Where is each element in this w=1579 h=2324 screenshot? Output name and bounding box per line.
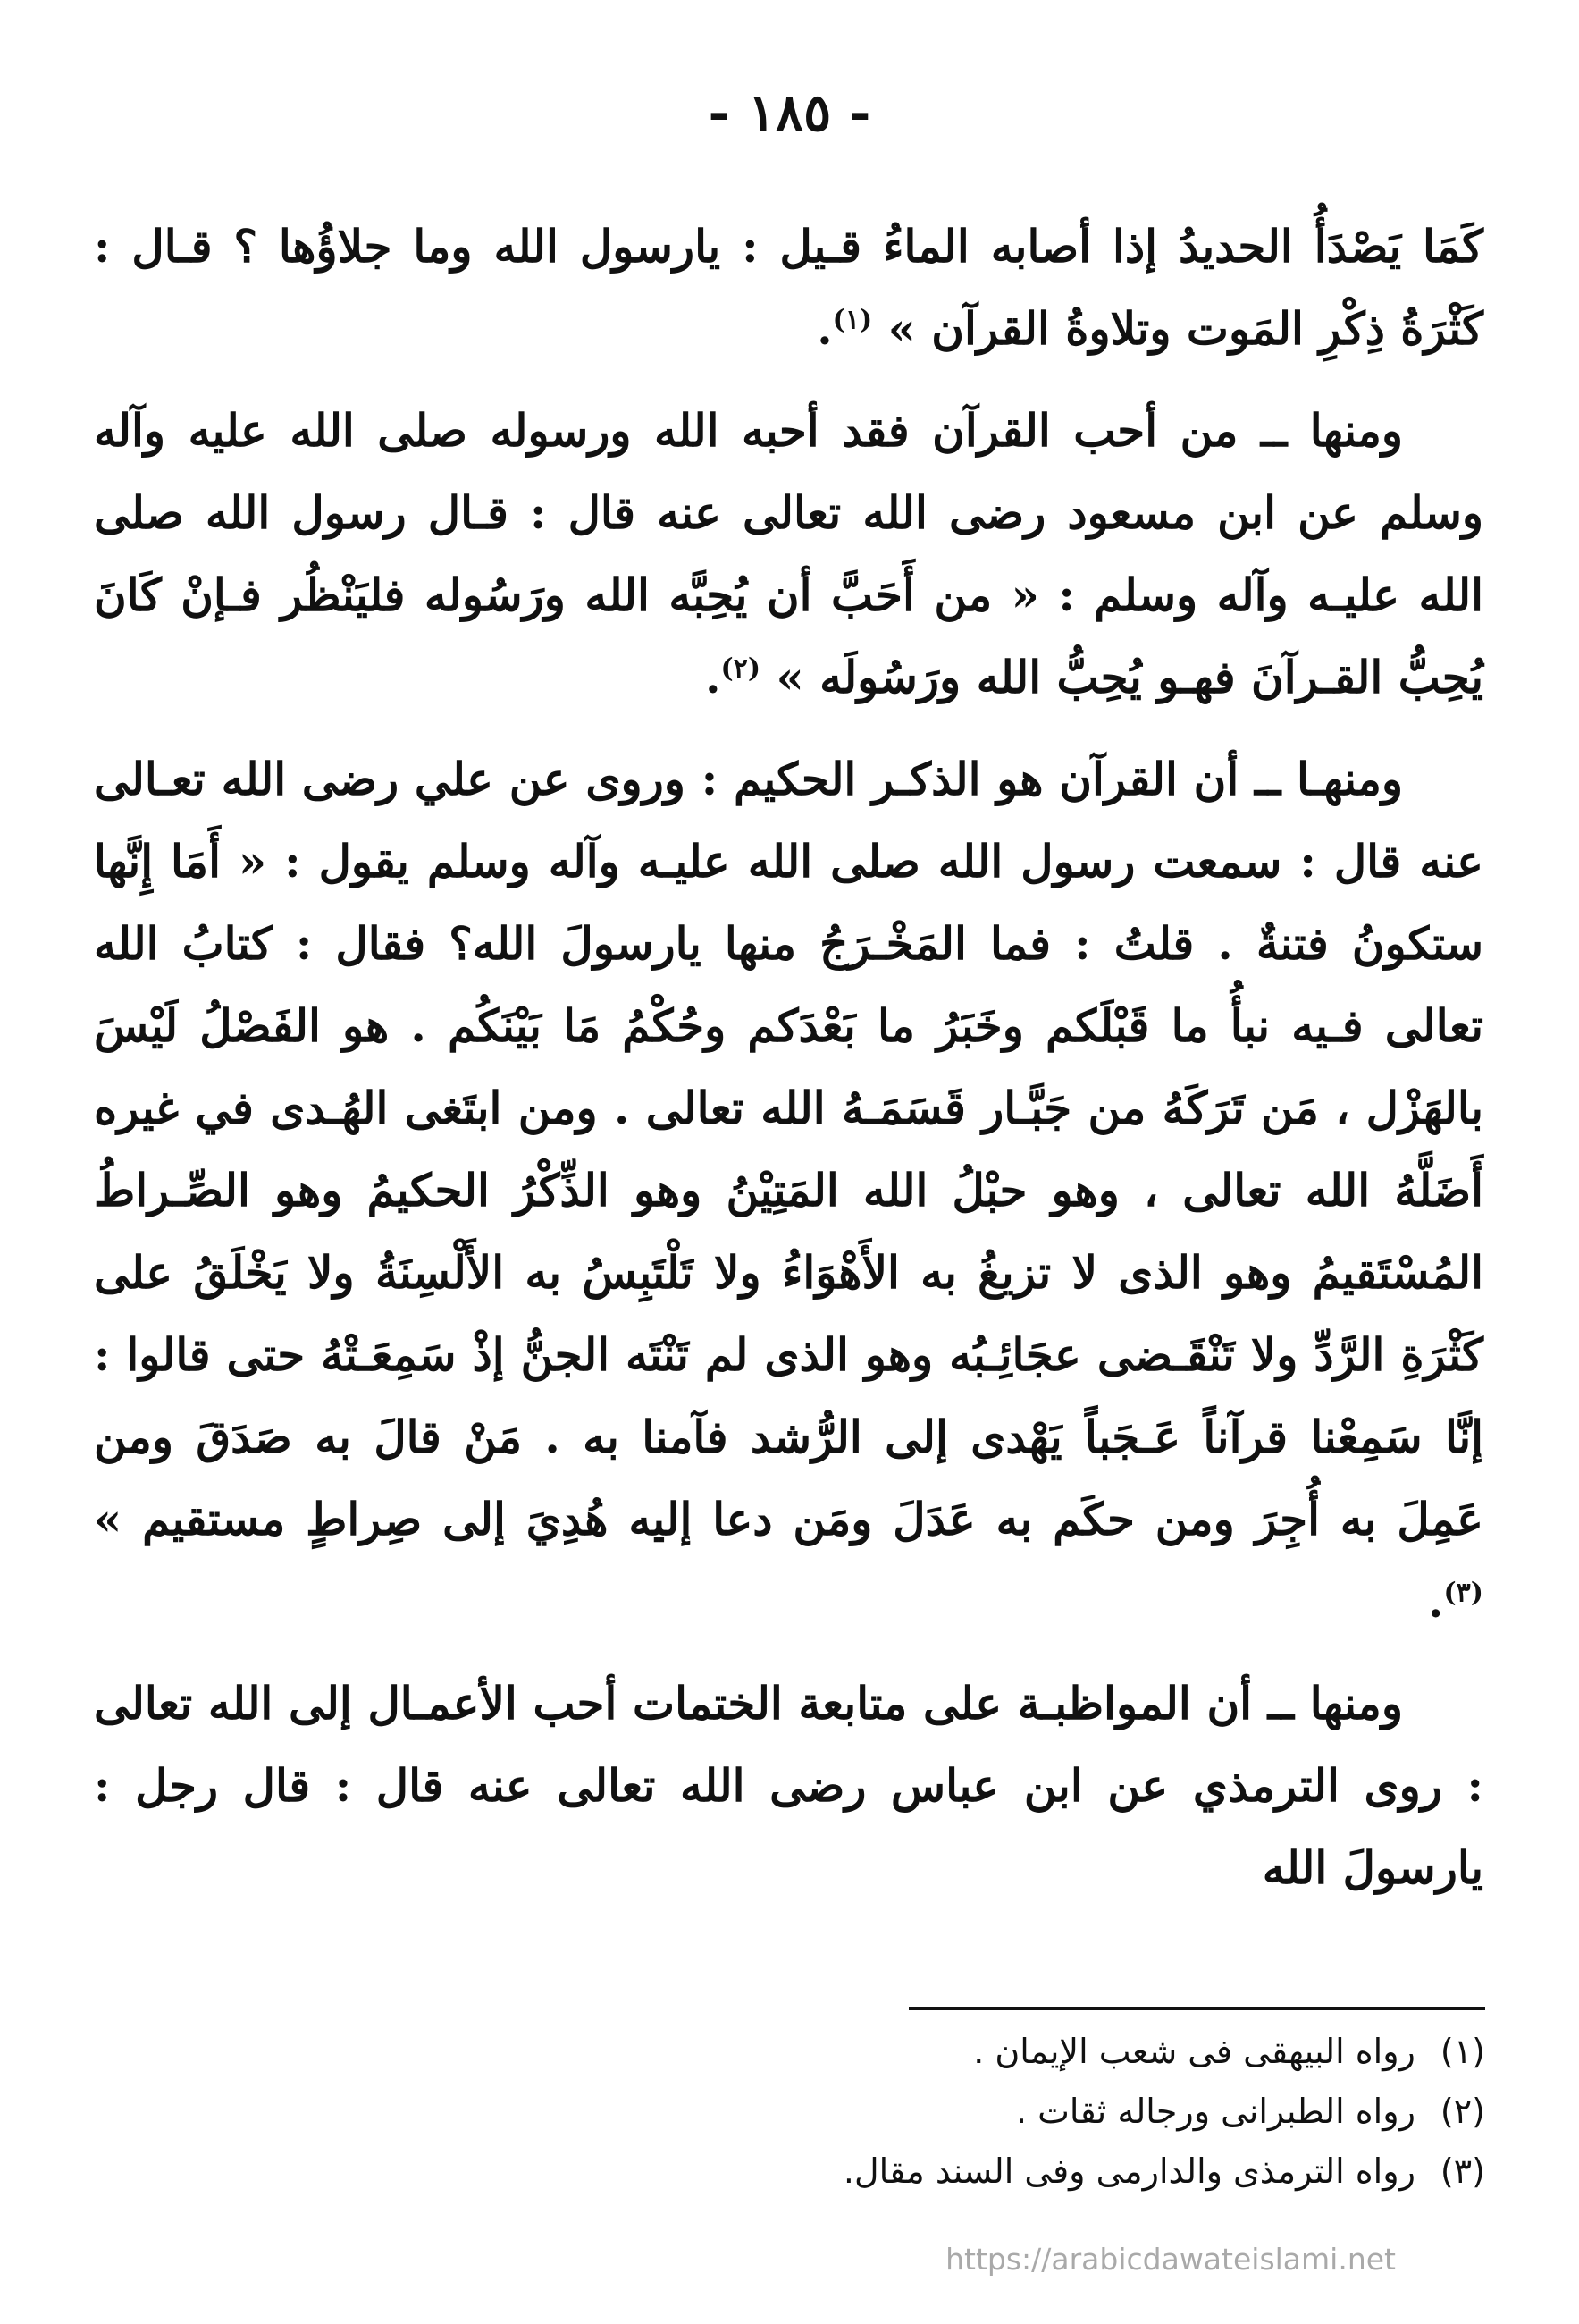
footnote-text: رواه الطبرانى ورجاله ثقات . [1015,2092,1415,2131]
paragraph-tail: . [817,302,833,355]
paragraph-4 [94,1663,1483,1909]
paragraph-2 [94,390,1483,719]
paragraph-tail: . [1428,1575,1444,1628]
footnote-number: (٢) [1440,2092,1485,2131]
paragraph-tail: . [705,651,721,703]
paragraph-1 [94,206,1483,370]
paragraph-text: ومنها ــ أن المواظبـة على متابعة الختمات أحب الأعمـال إلى الله تعالى : روى الترمذي عن ابن عباس رضى الله تعالى عنه قال : قال رجل : يارسولَ الله [94,1677,1483,1894]
footnote-number: (١) [1440,2032,1485,2071]
footnote-reference: (٣) [1443,1577,1483,1609]
footnotes-list [681,2022,1485,2202]
footnote-divider [909,2007,1485,2010]
paragraph-text: ومنهـا ــ أن القرآن هو الذكـر الحكيم : وروى عن علي رضى الله تعـالى عنه قال : سمعت رسول الله صلى الله عليـه وآله وسلم يقول : « أَمَا إِنَّها ستكونُ فتنةٌ . قلتُ : فما المَخْـرَجُ منها يارسولَ الله؟ فقال : كتابُ الله تعالى فـيه نبأُ ما قَبْلَكم وخَبَرُ ما بَعْدَكم وحُكْمُ مَا بَيْنَكُم . هو الفَصْلُ لَيْسَ بالهَزْل ، مَن تَرَكَهُ من جَبَّـار قَسَمَـهُ الله تعالى . ومن ابتَغى الهُـدى في غيره أَضَلَّهُ الله تعالى ، وهو حبْلُ الله المَتِيْنُ وهو الذِّكْرُ الحكيمُ وهو الصِّـراطُ المُسْتَقيمُ وهو الذى لا تزيغُ به الأَهْوَاءُ ولا تَلْتَبِسُ به الأَلْسِنَةُ ولا يَخْلَقُ على كَثْرَةِ الرَّدِّ ولا تَنْقَـضى عجَائِـبُه وهو الذى لم تَنْتَه الجنُّ إذْ سَمِعَـتْهُ حتى قالوا : إنَّا سَمِعْنا قرآناً عَـجَباً يَهْدى إلى الرُّشد فآمنا به . مَنْ قالَ به صَدَقَ ومن عَمِلَ به أُجِرَ ومن حكَم به عَدَلَ ومَن دعا إليه هُدِيَ إلى صِراطٍ مستقيم » [94,753,1483,1545]
watermark-url: https://arabicdawateislami.net [945,2242,1396,2277]
footnote-item [681,2082,1485,2142]
footnote-number: (٣) [1440,2151,1485,2191]
footnote-text: رواه البيهقى فى شعب الإيمان . [973,2032,1415,2071]
footnote-item [681,2022,1485,2082]
page-number: - ١٨٥ - [708,82,871,143]
footnote-reference: (٢) [720,653,761,685]
footnote-reference: (١) [832,304,873,336]
paragraph-3 [94,738,1483,1643]
paragraph-text: كَمَا يَصْدَأُ الحديدُ إذا أصابه الماءُ قـيل : يارسول الله وما جلاؤُها ؟ قـال : كَثْرَةُ ذِكْرِ المَوت وتلاوةُ القرآن » [94,220,1483,355]
body-text [94,206,1483,1929]
footnote-text: رواه الترمذى والدارمى وفى السند مقال. [843,2151,1415,2191]
paragraph-text: ومنها ــ من أحب القرآن فقد أحبه الله ورسوله صلى الله عليه وآله وسلم عن ابن مسعود رضى الله تعالى عنه قال : قـال رسول الله صلى الله عليـه وآله وسلم : « من أَحَبَّ أن يُحِبَّه الله ورَسُوله فليَنْظُر فـإنْ كَانَ يُحِبُّ القـرآنَ فهـو يُحِبُّ الله ورَسُولَه » [94,404,1483,703]
footnote-item [681,2142,1485,2202]
